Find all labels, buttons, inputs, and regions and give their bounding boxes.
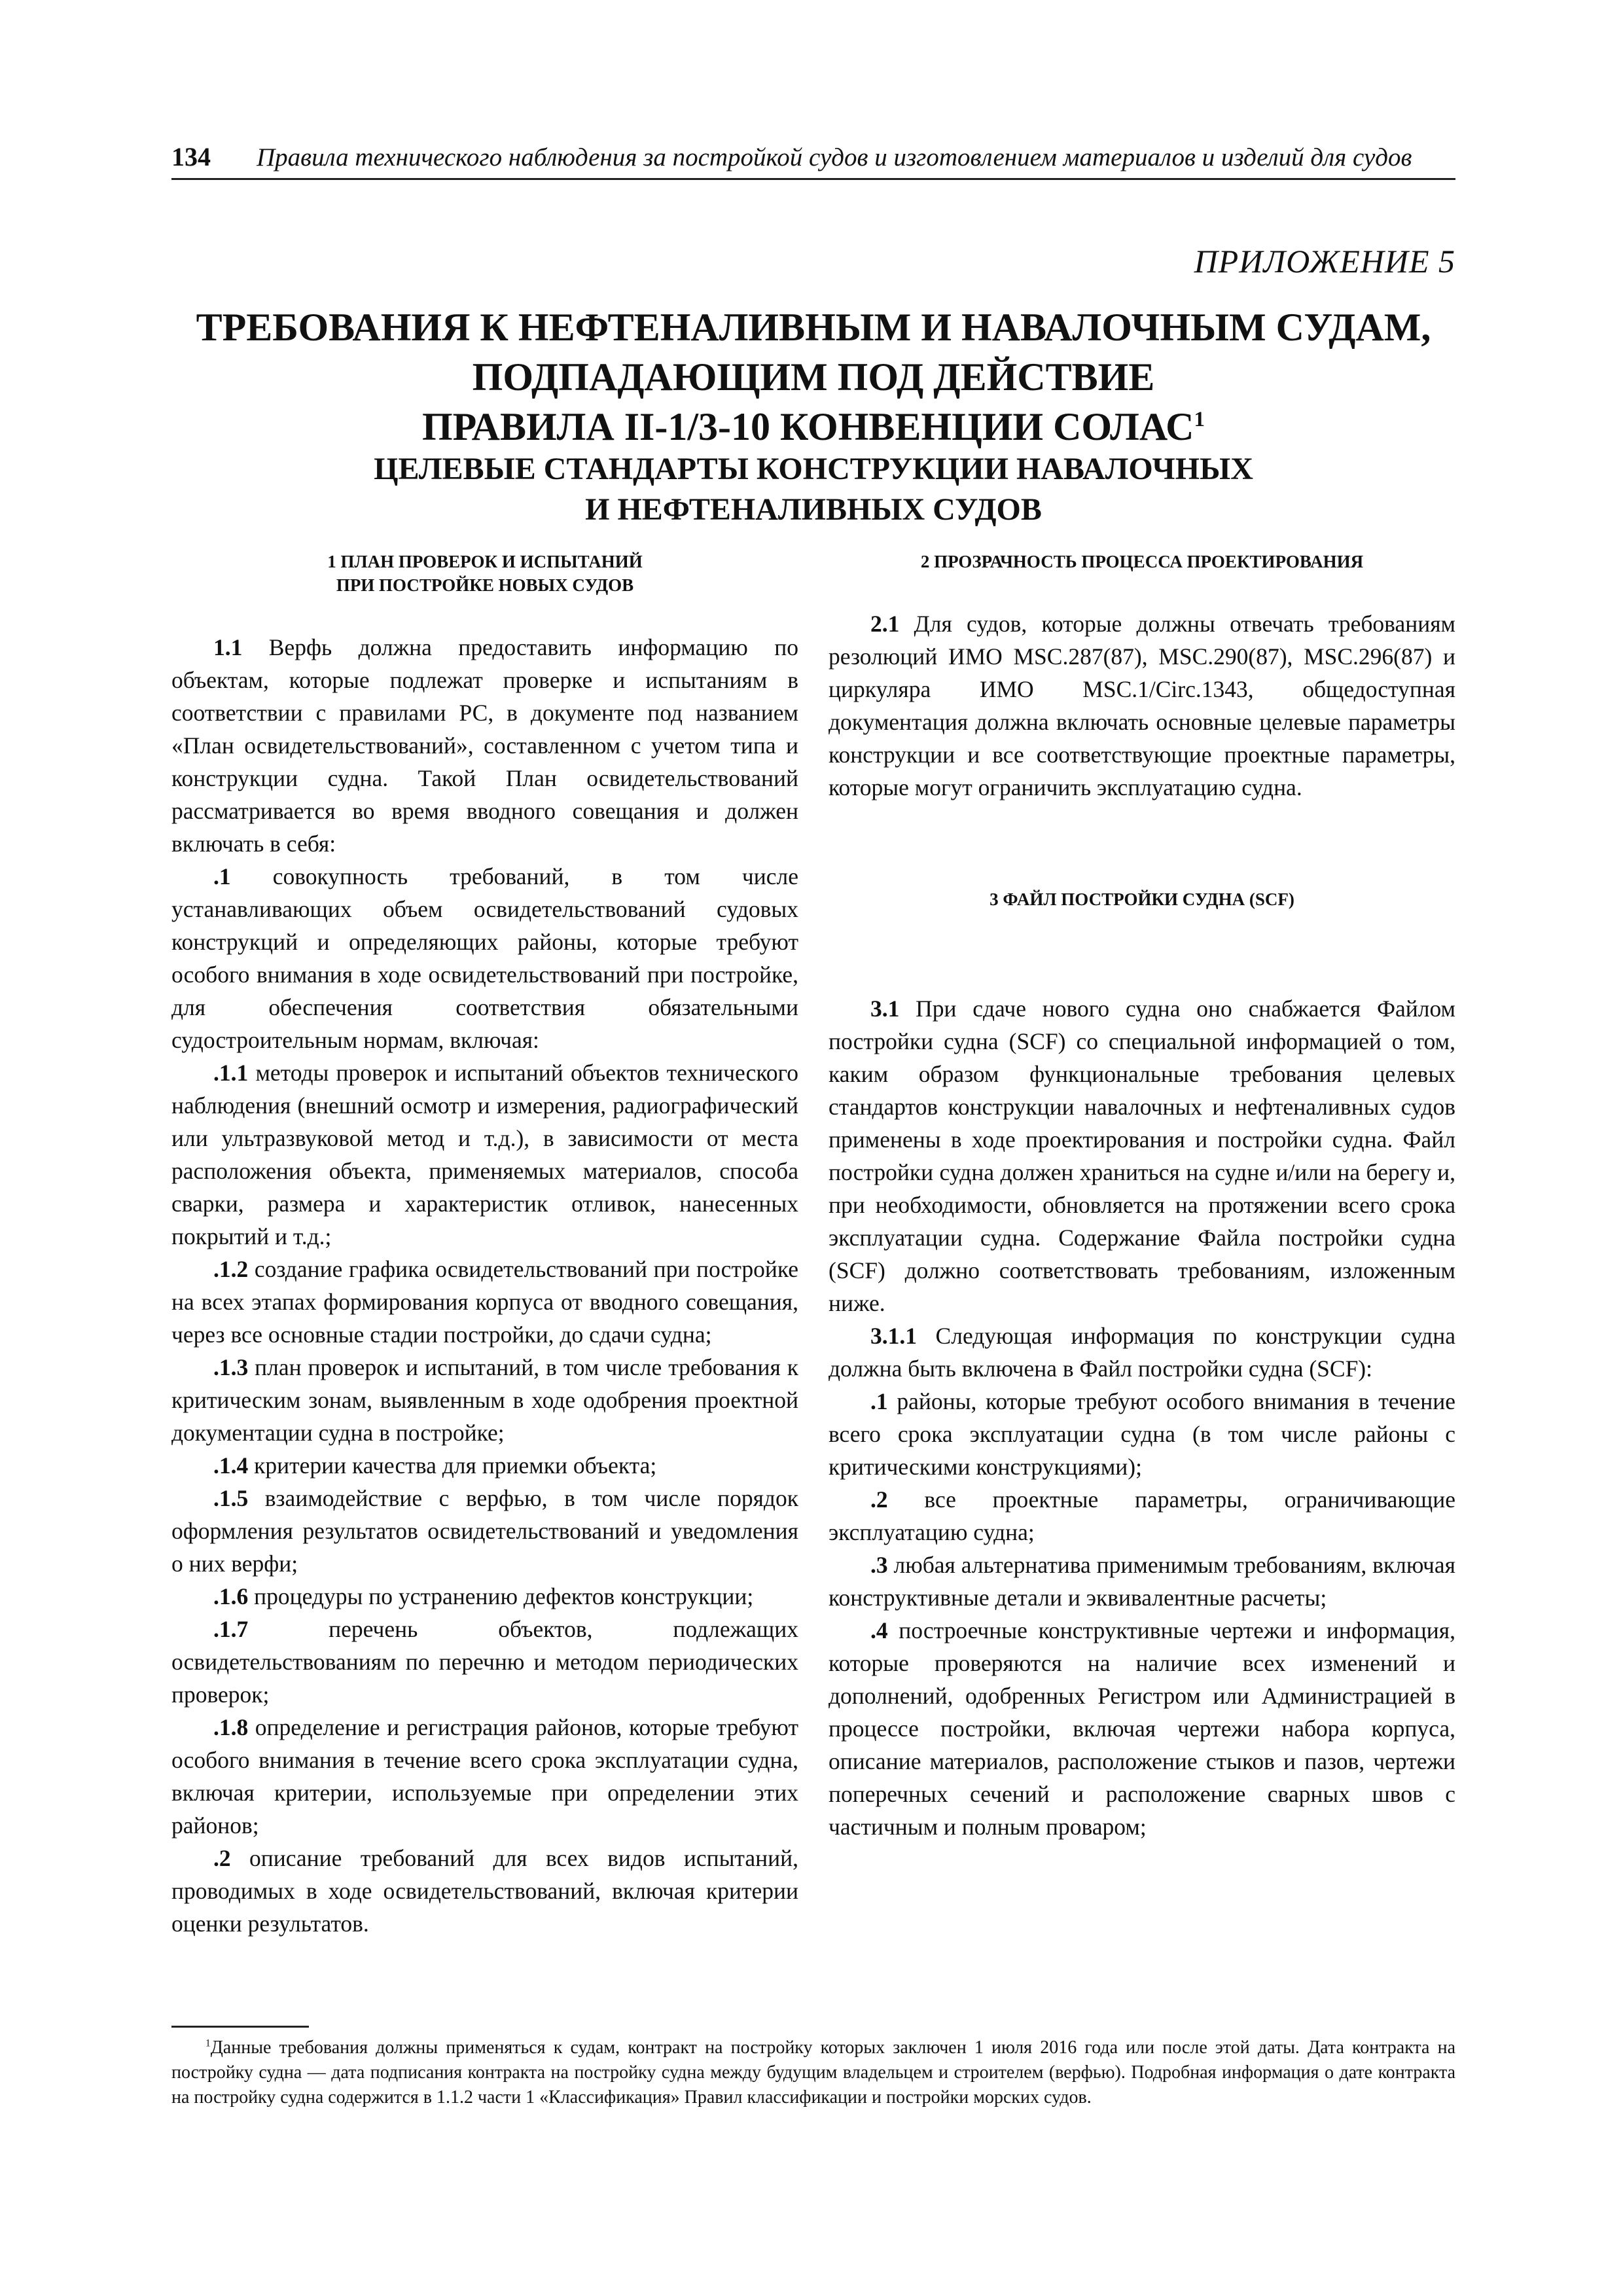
page-number: 134 [171,142,211,171]
list-item: .1.6 процедуры по устранению дефектов конструкции; [213,1583,754,1609]
right-column [829,550,1455,1843]
paragraph-1-1: 1.1 Верфь должна предоставить информацию по объектам, которые подлежат проверке и испытаниям в соответствии с правилами РС, в документе под названием «План освидетельствований», составленном с учетом типа и конструкции судна. Такой План освидетельствований рассматривается во время вводного совещания и должен включать в себя: [171,634,798,857]
title-line-2: ПОДПАДАЮЩИМ ПОД ДЕЙСТВИЕ [472,355,1155,399]
document-subtitle [171,449,1455,530]
list-item: .1 совокупность требований, в том числе устанавливающих объем освидетельствований судовых конструкций и определяющих районы, которые требуют особого внимания в ходе освидетельствований при постройке, для обеспечения соответствия обязательными судостроительным нормам, включая: [171,863,798,1053]
list-item: .2 описание требований для всех видов испытаний, проводимых в ходе освидетельствований, включая критерии оценки результатов. [171,1845,798,1937]
subtitle-line-2: И НЕФТЕНАЛИВНЫХ СУДОВ [585,492,1042,527]
title-line-3: ПРАВИЛА II-1/3-10 КОНВЕНЦИИ СОЛАС$^1$ [422,405,1205,448]
list-item: .1.8 определение и регистрация районов, которые требуют особого внимания в течение всего срока эксплуатации судна, включая критерии, используемые при определении этих районов; [171,1714,798,1839]
section-2-heading: 2 ПРОЗРАЧНОСТЬ ПРОЦЕССА ПРОЕКТИРОВАНИЯ [920,552,1364,571]
list-item: .1.1 методы проверок и испытаний объектов технического наблюдения (внешний осмотр и измерения, радиографический или ультразвуковой метод и т.д.), в зависимости от места расположения объекта, применяемых материалов, способа сварки, размера и характеристик отливок, нанесенных покрытий и т.д.; [171,1060,798,1249]
appendix-label: ПРИЛОЖЕНИЕ 5 [1194,243,1455,279]
list-item: .2 все проектные параметры, ограничивающие эксплуатацию судна; [829,1486,1455,1545]
title-line-1: ТРЕБОВАНИЯ К НЕФТЕНАЛИВНЫМ И НАВАЛОЧНЫМ СУДАМ, [196,306,1431,349]
running-title: Правила технического наблюдения за постройкой судов и изготовлением материалов и изделий для судов [257,143,1412,171]
paragraph-3-1-1: 3.1.1 Следующая информация по конструкции судна должна быть включена в Файл постройки судна (SCF): [829,1323,1455,1382]
section-1-heading: 1 ПЛАН ПРОВЕРОК И ИСПЫТАНИЙ ПРИ ПОСТРОЙКЕ НОВЫХ СУДОВ [327,552,643,595]
footnote-rule [171,2026,309,2028]
footnote [171,2036,1455,2110]
list-item: .1.7 перечень объектов, подлежащих освидетельствованиям по перечню и методом периодических проверок; [171,1616,798,1708]
document-title [171,302,1455,452]
section-3-heading: 3 ФАЙЛ ПОСТРОЙКИ СУДНА (SCF) [990,889,1294,909]
footnote-ref: 1 [1194,408,1205,431]
list-item: .4 построечные конструктивные чертежи и информация, которые проверяются на наличие всех изменений и дополнений, одобренных Регистром или Администрацией в процессе постройки, включая чертежи набора корпуса, описание материалов, расположение стыков и пазов, чертежи поперечных сечений и расположение сварных швов с частичным и полным проваром; [829,1617,1455,1840]
page-header [171,141,1455,181]
paragraph-3-1: 3.1 При сдаче нового судна оно снабжается Файлом постройки судна (SCF) со специальной информацией о том, каким образом функциональные требования целевых стандартов конструкции навалочных и нефтеналивных судов применены в ходе проектирования и постройки судна. Файл постройки судна должен храниться на судне и/или на берегу и, при необходимости, обновляется на протяжении всего срока эксплуатации судна. Содержание Файла постройки судна (SCF) должно соответствовать требованиям, изложенным ниже. [829,996,1455,1316]
list-item: .1 районы, которые требуют особого внимания в течение всего срока эксплуатации судна (в том числе районы с критическими конструкциями); [829,1388,1455,1480]
list-item: .1.2 создание графика освидетельствований при постройке на всех этапах формирования корпуса от вводного совещания, через все основные стадии постройки, до сдачи судна; [171,1256,798,1348]
paragraph-2-1: 2.1 Для судов, которые должны отвечать требованиям резолюций ИМО MSC.287(87), MSC.290(87), MSC.296(87) и циркуляра ИМО MSC.1/Circ.1343, общедоступная документация должна включать основные целевые параметры конструкции и все соответствующие проектные параметры, которые могут ограничить эксплуатацию судна. [829,611,1455,800]
footnote-text: Данные требования должны применяться к судам, контракт на постройку которых заключен 1 июля 2016 года или после этой даты. Дата контракта на постройку судна — дата подписания контракта на постройку судна между будущим владельцем и строителем (верфью). Подробная информация о дате контракта на постройку судна содержится в 1.1.2 части 1 «Классификация» Правил классификации и постройки морских судов. [171,2037,1455,2108]
footnote-mark: 1 [205,2037,211,2049]
subtitle-line-1: ЦЕЛЕВЫЕ СТАНДАРТЫ КОНСТРУКЦИИ НАВАЛОЧНЫХ [374,452,1253,486]
left-column [171,550,798,1940]
list-item: .3 любая альтернатива применимым требованиям, включая конструктивные детали и эквивалентные расчеты; [829,1552,1455,1611]
list-item: .1.5 взаимодействие с верфью, в том числе порядок оформления результатов освидетельствований и уведомления о них верфи; [171,1485,798,1577]
list-item: .1.3 план проверок и испытаний, в том числе требования к критическим зонам, выявленным в ходе одобрения проектной документации судна в постройке; [171,1354,798,1446]
header-rule [171,178,1455,180]
list-item: .1.4 критерии качества для приемки объекта; [213,1452,657,1479]
